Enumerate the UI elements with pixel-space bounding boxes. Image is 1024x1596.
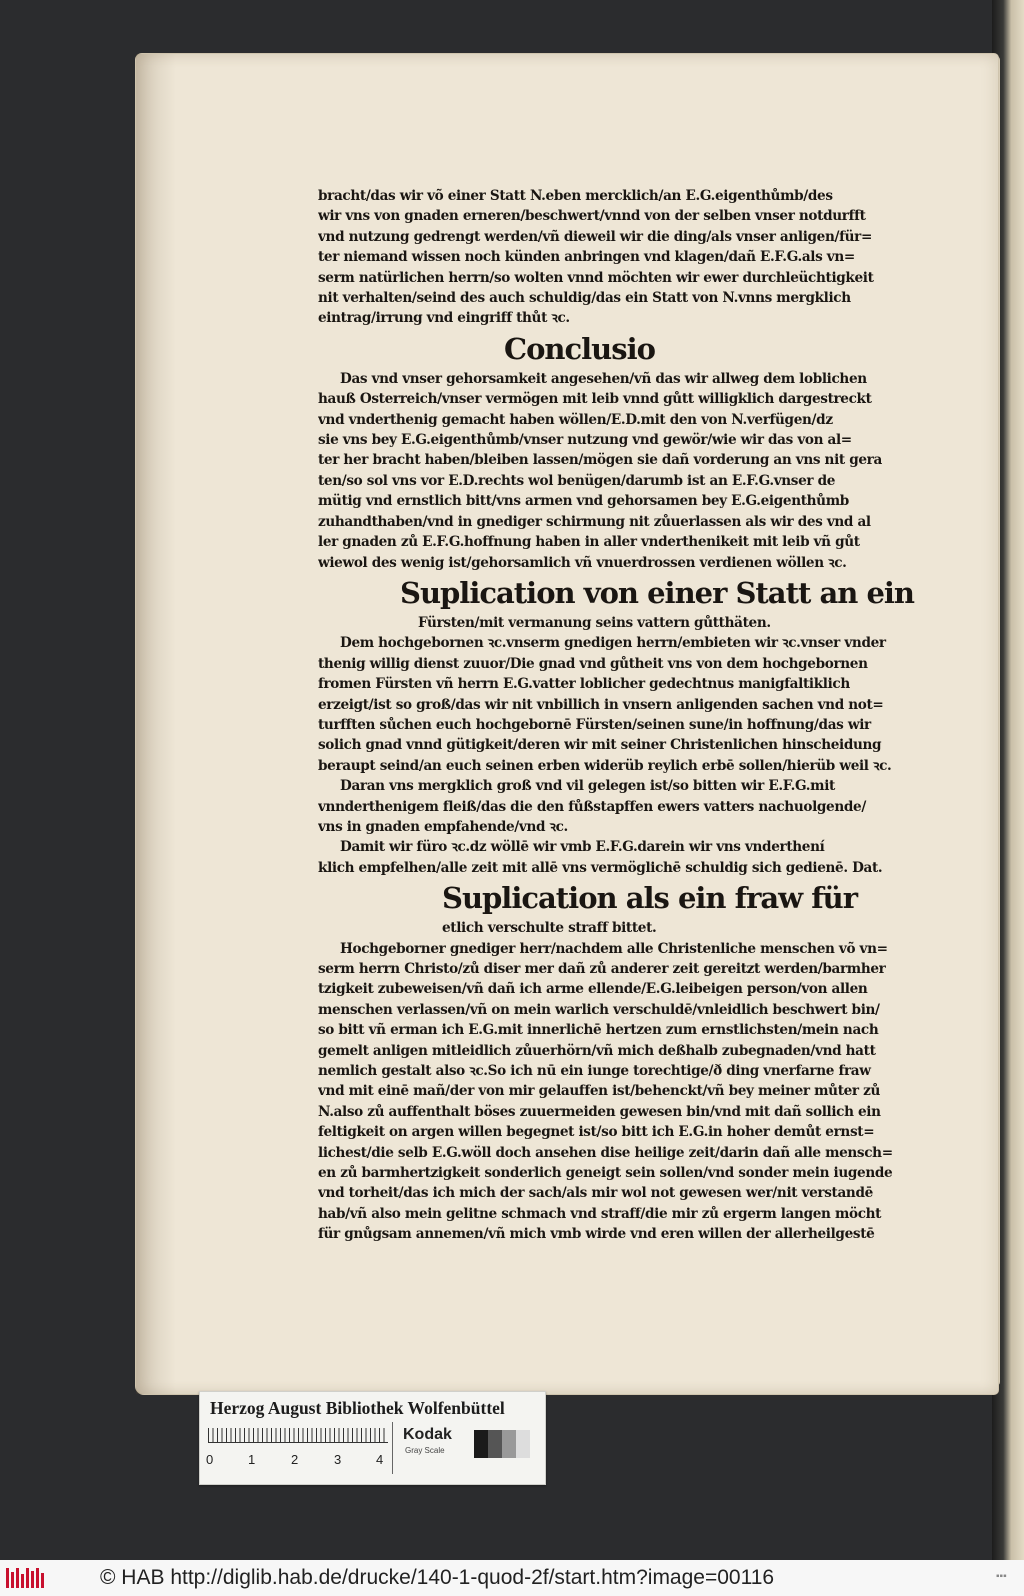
page-text	[318, 186, 962, 1245]
hab-logo-icon	[6, 1566, 48, 1590]
text-line: solich gnad vnnd gütigkeit/deren wir mit seiner Christenlichen hinscheidung	[318, 737, 882, 754]
text-line: Daran vns mergklich groß vnd vil gelegen ist/so bitten wir E.F.G.mit	[340, 778, 835, 795]
text-line: turfften sůchen euch hochgebornē Fürsten/seinen sune/in hoffnung/das wir	[318, 716, 871, 733]
color-calibration-card	[199, 1391, 546, 1485]
text-line: mütig vnd ernstlich bitt/vns armen vnd gehorsamen bey E.G.eigenthůmb	[318, 493, 849, 510]
text-line: en zů barmhertzigkeit sonderlich geneigt sein sollen/vnd sonder mein iugende	[318, 1165, 893, 1182]
text-line: vnd nutzung gedrengt werden/vñ dieweil wir die ding/als vnser anligen/für=	[318, 228, 872, 245]
text-line: hauß Osterreich/vnser vermögen mit leib vnnd gůtt willigklich dargestreckt	[318, 391, 872, 408]
gray-swatch	[502, 1430, 516, 1458]
text-line: gemelt anligen mitleidlich zůuerhörn/vñ mich deßhalb zubegnaden/vnd hatt	[318, 1042, 876, 1059]
text-line: hab/vñ also mein gelitne schmach vnd straff/die mir zů ergerm langen möcht	[318, 1205, 882, 1222]
ruler-numbers	[206, 1452, 396, 1470]
text-line: vnd vnderthenig gemacht haben wöllen/E.D.mit den von N.verfügen/dz	[318, 411, 833, 428]
text-line: serm herrn Christo/zů diser mer dañ zů anderer zeit gereitzt werden/barmher	[318, 961, 886, 977]
section-heading-conclusio: Conclusio	[504, 331, 655, 366]
text-line: Hochgeborner gnediger herr/nachdem alle Christenliche menschen võ vn=	[340, 940, 888, 957]
text-line: eintrag/irrung vnd eingriff thůt ꝛc.	[318, 310, 570, 327]
gray-scale-label: Gray Scale	[405, 1446, 445, 1455]
library-name: Herzog August Bibliothek Wolfenbüttel	[210, 1398, 505, 1418]
text-line: ter niemand wissen noch künden anbringen vnd klagen/dañ E.F.G.als vn=	[318, 249, 855, 266]
text-line: ten/so sol vns vor E.D.rechts wol benügen/darumb ist an E.F.G.vnser de	[318, 472, 836, 489]
text-line: Damit wir füro ꝛc.dz wöllē wir vmb E.F.G.darein wir vns vnderthení	[340, 839, 825, 856]
text-line: klich empfelhen/alle zeit mit allē vns vermöglichē schuldig sich gedienē. Dat.	[318, 859, 883, 876]
text-line: sie vns bey E.G.eigenthůmb/vnser nutzung vnd gewör/wie wir das von al=	[318, 432, 852, 449]
text-line: nemlich gestalt also ꝛc.So ich nū ein iunge torechtige/ð ding vnerfarne fraw	[318, 1063, 871, 1080]
text-line: thenig willig dienst zuuor/Die gnad vnd gůtheit vns von dem hochgebornen	[318, 655, 868, 672]
text-line: feltigkeit on argen willen begegnet ist/so bitt ich E.G.in hoher demůt ernst=	[318, 1124, 875, 1141]
ruler-number: 4	[376, 1452, 384, 1467]
ruler-ticks	[208, 1428, 388, 1443]
text-line: vnnderthenigem fleiß/das die den fůßstapffen ewers vatters nachuolgende/	[318, 798, 866, 815]
page-gutter-shadow	[136, 54, 176, 1394]
text-line: vnd torheit/das ich mich der sach/als mir wol not gewesen wer/nit verstandē	[318, 1185, 873, 1202]
more-dots-icon: ▪▪▪	[996, 1571, 1007, 1582]
gray-swatch	[474, 1430, 488, 1458]
text-line: Dem hochgebornen ꝛc.vnserm gnedigen herrn/embieten wir ꝛc.vnser vnder	[340, 635, 886, 652]
section-subheading: etlich verschulte straff bittet.	[442, 920, 657, 937]
text-line: vnd mit einē mañ/der von mir gelauffen ist/behenckt/vñ bey meiner můter zů	[318, 1083, 881, 1100]
ruler-number: 2	[291, 1452, 299, 1467]
card-divider	[392, 1422, 393, 1474]
ruler-number: 1	[248, 1452, 256, 1467]
ruler-number: 0	[206, 1452, 214, 1467]
text-line: ter her bracht haben/bleiben lassen/mögen sie dañ vorderung an vns nit gera	[318, 452, 882, 469]
text-line: menschen verlassen/vñ on mein warlich verschuldē/vnleidlich beschwert bin/	[318, 1001, 880, 1018]
text-line: nit verhalten/seind des auch schuldig/das ein Statt von N.vnns mergklich	[318, 290, 851, 307]
text-line: bracht/das wir võ einer Statt N.eben mercklich/an E.G.eigenthůmb/des	[318, 188, 833, 204]
text-line: Das vnd vnser gehorsamkeit angesehen/vñ das wir allweg dem loblichen	[340, 370, 867, 387]
text-line: fromen Fürsten vñ herrn E.G.vatter loblicher gedechtnus manigfaltiklich	[318, 676, 850, 693]
ruler-number: 3	[334, 1452, 342, 1467]
text-line: wir vns von gnaden erneren/beschwert/vnnd von der selben vnser notdurfft	[318, 208, 866, 225]
text-line: beraupt seind/an euch seinen erben widerüb reylich erbē sollen/hierüb weil ꝛc.	[318, 757, 892, 774]
footer-bar	[0, 1560, 1024, 1596]
text-line: tzigkeit zubeweisen/vñ dañ ich arme ellende/E.G.leibeigen person/von allen	[318, 981, 868, 998]
text-line: für gnůgsam annemen/vñ mich vmb wirde vnd eren willen der allerheilgestē	[318, 1226, 875, 1243]
text-line: vns in gnaden empfahende/vnd ꝛc.	[318, 818, 568, 835]
text-line: serm natürlichen herrn/so wolten vnnd möchten wir ewer durchleüchtigkeit	[318, 269, 874, 286]
section-heading-suplication-statt: Suplication von einer Statt an ein	[400, 575, 915, 610]
section-subheading: Fürsten/mit vermanung seins vattern gůtthäten.	[418, 614, 771, 631]
text-line: wiewol des wenig ist/gehorsamlich vñ vnuerdrossen verdienen wöllen ꝛc.	[318, 554, 847, 571]
kodak-brand: Kodak	[403, 1426, 452, 1443]
gray-swatch	[488, 1430, 502, 1458]
gray-scale-swatches	[474, 1430, 530, 1458]
section-heading-suplication-fraw: Suplication als ein fraw für	[442, 881, 858, 916]
text-line: so bitt vñ erman ich E.G.mit innerlichē hertzen zum ernstlichsten/mein nach	[318, 1022, 879, 1039]
text-line: N.also zů auffenthalt böses zuuermeiden gewesen bin/vnd mit dañ sollich ein	[318, 1103, 881, 1120]
text-line: ler gnaden zů E.F.G.hoffnung haben in aller vnderthenikeit mit leib vñ gůt	[318, 534, 860, 551]
source-url-text[interactable]: © HAB http://diglib.hab.de/drucke/140-1-quod-2f/start.htm?image=00116	[100, 1566, 775, 1589]
text-line: lichest/die selb E.G.wöll doch ansehen dise heilige zeit/darin dañ alle mensch=	[318, 1144, 893, 1161]
text-line: zuhandthaben/vnd in gnediger schirmung nit zůuerlassen als wir des vnd al	[318, 513, 871, 530]
text-line: erzeigt/ist so groß/das wir nit vnbillich in vnsern anligenden sachen vnd not=	[318, 696, 884, 713]
gray-swatch	[516, 1430, 530, 1458]
